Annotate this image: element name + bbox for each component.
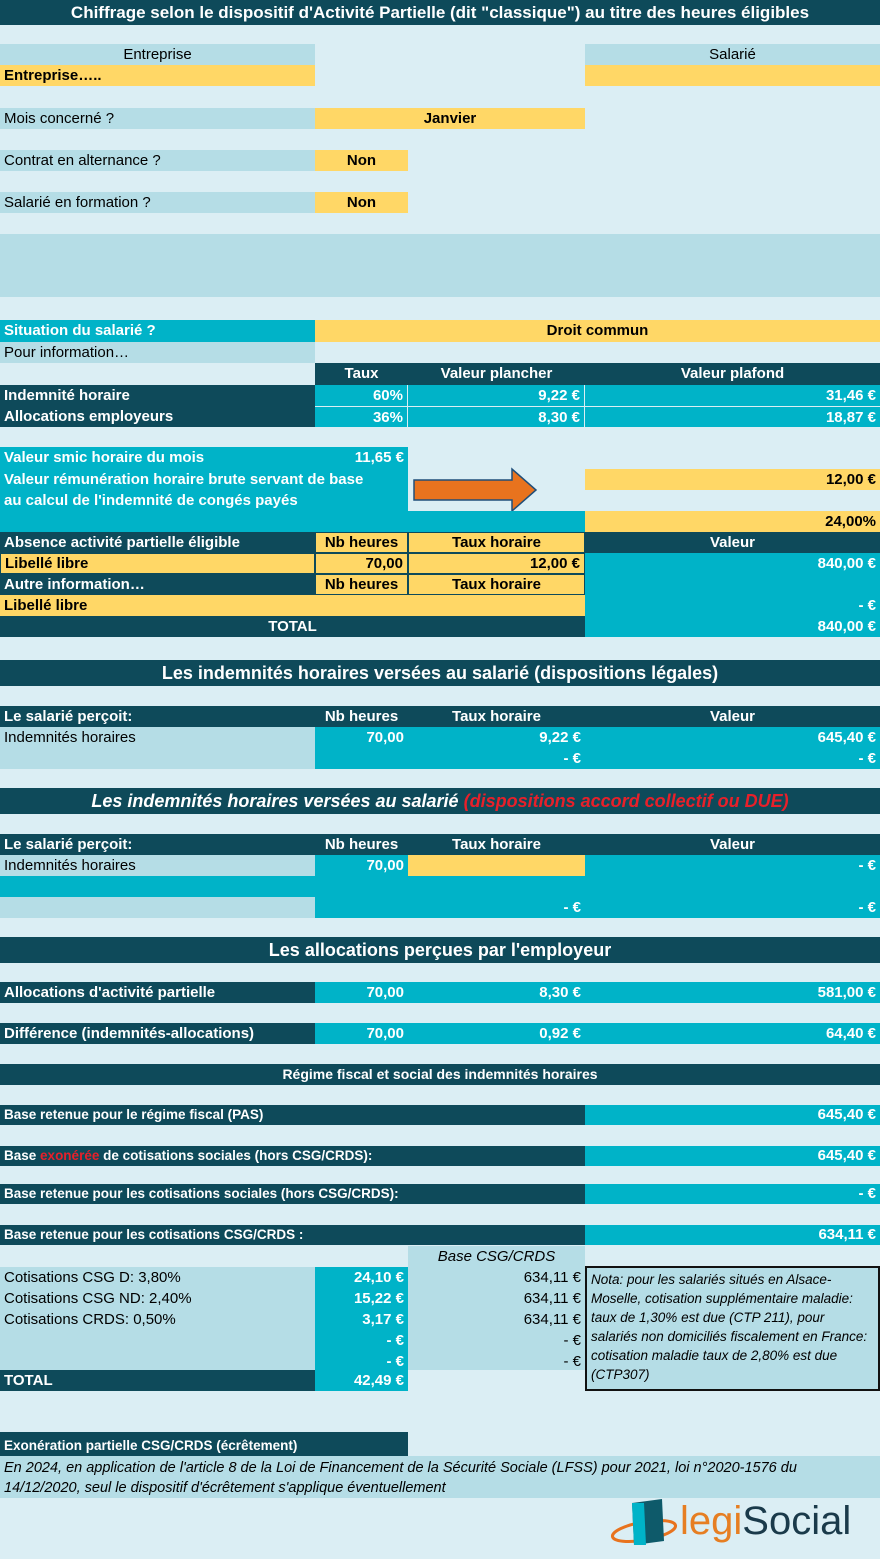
situation-select[interactable]: Droit commun — [315, 320, 880, 342]
pour-info-label: Pour information… — [0, 342, 315, 363]
legal-row-nb: 70,00 — [315, 727, 408, 748]
absence-row-taux[interactable]: 12,00 € — [408, 553, 585, 574]
legal-col-taux: Taux horaire — [408, 706, 585, 727]
indemnite-horaire-label: Indemnité horaire — [0, 385, 315, 406]
absence-total-label: TOTAL — [0, 616, 585, 637]
alternance-select[interactable]: Non — [315, 150, 408, 171]
smic-label: Valeur smic horaire du mois — [4, 449, 205, 466]
remun-label-2: au calcul de l'indemnité de congés payés — [4, 492, 298, 509]
entreprise-input[interactable]: Entreprise….. — [0, 65, 315, 86]
legal-row2-taux: - € — [408, 748, 585, 769]
alloc-valeur: 581,00 € — [585, 982, 880, 1003]
pas-value: 645,40 € — [585, 1105, 880, 1125]
mois-input[interactable]: Janvier — [315, 108, 585, 129]
legal-row2-nb — [315, 748, 408, 769]
absence-col-nb: Nb heures — [315, 532, 408, 553]
autre-col-nb: Nb heures — [315, 574, 408, 595]
legal-row2-valeur: - € — [585, 748, 880, 769]
indemnite-plancher: 9,22 € — [408, 385, 585, 406]
alternance-label: Contrat en alternance ? — [0, 150, 315, 171]
legal-col-label: Le salarié perçoit: — [0, 706, 315, 727]
exo-label-red: exonérée — [40, 1148, 100, 1163]
indemnite-plafond: 31,46 € — [585, 385, 880, 406]
accord-col-nb: Nb heures — [315, 834, 408, 855]
legal-col-nb: Nb heures — [315, 706, 408, 727]
entreprise-header: Entreprise — [0, 44, 315, 65]
remun-value[interactable]: 12,00 € — [585, 469, 880, 490]
logo-social: Social — [742, 1499, 852, 1543]
csg-row-montant-3: - € — [386, 1332, 404, 1349]
absence-col-taux: Taux horaire — [408, 532, 585, 553]
situation-label: Situation du salarié ? — [0, 320, 315, 342]
logo-legi: legi — [680, 1499, 743, 1543]
formation-select[interactable]: Non — [315, 192, 408, 213]
formation-label: Salarié en formation ? — [0, 192, 315, 213]
crds-row-montant: 3,17 € — [362, 1311, 404, 1328]
accord-col-taux: Taux horaire — [408, 834, 585, 855]
csg-total-label: TOTAL — [0, 1370, 315, 1391]
pas-label: Base retenue pour le régime fiscal (PAS) — [0, 1105, 585, 1125]
absence-row-nb[interactable]: 70,00 — [315, 553, 408, 574]
csg-row-montant-0: 24,10 € — [353, 1269, 404, 1286]
smic-value: 11,65 € — [354, 449, 404, 466]
crds-row-label: Cotisations CRDS: 0,50% — [4, 1311, 176, 1328]
csg-row-base-1: 634,11 € — [523, 1290, 581, 1307]
exoneration-text: En 2024, en application de l'article 8 de la Loi de Financement de la Sécurité Sociale (LFSS) pour 2021, loi n°2020-1576 du 14/12/2020, seul le dispositif d'écrêtement s'applique éventuellement — [0, 1456, 880, 1498]
accord-title-main: Les indemnités horaires versées au salarié — [91, 791, 459, 811]
allocations-plancher: 8,30 € — [408, 406, 585, 427]
salarie-input[interactable] — [585, 65, 880, 86]
accord-row3-label — [0, 897, 315, 918]
absence-total-value: 840,00 € — [585, 616, 880, 637]
alloc-nb: 70,00 — [315, 982, 408, 1003]
absence-label: Absence activité partielle éligible — [0, 532, 315, 553]
autre-label: Autre information… — [0, 574, 315, 595]
accord-col-valeur: Valeur — [585, 834, 880, 855]
accord-row-valeur: - € — [585, 855, 880, 876]
cot-label: Base retenue pour les cotisations sociales (hors CSG/CRDS): — [0, 1184, 585, 1204]
remun-label-1: Valeur rémunération horaire brute servant de base — [4, 471, 364, 488]
nota-box: Nota: pour les salariés situés en Alsace-Moselle, cotisation supplémentaire maladie: taux de 1,30% est due (CTP 211), pour salariés non domiciliés fiscalement en France: cotisation maladie taux de 2,80% est due (CTP307) — [585, 1266, 880, 1391]
page-title: Chiffrage selon le dispositif d'Activité Partielle (dit "classique") au titre des heures éligibles — [0, 0, 880, 25]
accord-row3-nb — [315, 897, 408, 918]
accord-title-red: (dispositions accord collectif ou DUE) — [463, 791, 789, 811]
autre-valeur-cell — [585, 574, 880, 595]
pct-value: 24,00% — [585, 511, 880, 532]
diff-taux: 0,92 € — [408, 1023, 585, 1044]
diff-nb: 70,00 — [315, 1023, 408, 1044]
allocations-title: Les allocations perçues par l'employeur — [0, 937, 880, 963]
csg-row-label-0: Cotisations CSG D: 3,80% — [4, 1269, 181, 1286]
csg-row-label-1: Cotisations CSG ND: 2,40% — [4, 1290, 192, 1307]
diff-valeur: 64,40 € — [585, 1023, 880, 1044]
pct-bar — [0, 511, 585, 532]
allocations-employeurs-label: Allocations employeurs — [0, 406, 315, 427]
accord-col-label: Le salarié perçoit: — [0, 834, 315, 855]
accord-row3-valeur: - € — [585, 897, 880, 918]
legisocial-logo — [610, 1497, 875, 1553]
accord-row2 — [0, 876, 880, 897]
arrow-right-icon — [412, 467, 538, 513]
allocations-plafond: 18,87 € — [585, 406, 880, 427]
csg-row-base-3: - € — [563, 1332, 581, 1349]
csg-row-montant-1: 15,22 € — [353, 1290, 404, 1307]
csg-value: 634,11 € — [585, 1225, 880, 1245]
legal-row-label: Indemnités horaires — [0, 727, 315, 769]
diff-label: Différence (indemnités-allocations) — [0, 1023, 315, 1044]
absence-row2-valeur: - € — [585, 595, 880, 616]
autre-col-taux: Taux horaire — [408, 574, 585, 595]
legal-col-valeur: Valeur — [585, 706, 880, 727]
exoneration-label: Exonération partielle CSG/CRDS (écrêtement) — [0, 1432, 408, 1456]
accord-row3-taux: - € — [408, 897, 585, 918]
legal-row-taux: 9,22 € — [408, 727, 585, 748]
accord-row-taux-input[interactable] — [408, 855, 585, 876]
alloc-label: Allocations d'activité partielle — [0, 982, 315, 1003]
absence-row-valeur: 840,00 € — [585, 553, 880, 574]
exo-label-1: Base — [4, 1148, 37, 1163]
regime-title: Régime fiscal et social des indemnités horaires — [0, 1064, 880, 1085]
exo-value: 645,40 € — [585, 1146, 880, 1166]
col-plancher-header: Valeur plancher — [408, 363, 585, 385]
base-csg-header: Base CSG/CRDS — [408, 1246, 585, 1267]
csg-row-base-0: 634,11 € — [523, 1269, 581, 1286]
accord-title — [0, 788, 880, 814]
blank-band — [0, 234, 880, 297]
csg-label: Base retenue pour les cotisations CSG/CRDS : — [0, 1225, 585, 1245]
crds-row-base: 634,11 € — [523, 1311, 581, 1328]
accord-row-label: Indemnités horaires — [0, 855, 315, 876]
exo-label — [0, 1146, 585, 1166]
csg-total-value: 42,49 € — [353, 1372, 404, 1389]
mois-label: Mois concerné ? — [0, 108, 315, 129]
legal-title: Les indemnités horaires versées au salarié (dispositions légales) — [0, 660, 880, 686]
col-taux-header: Taux — [315, 363, 408, 385]
legal-row-valeur: 645,40 € — [585, 727, 880, 748]
cot-value: - € — [585, 1184, 880, 1204]
logo-mark-icon — [610, 1497, 680, 1553]
absence-row2-label[interactable]: Libellé libre — [0, 595, 585, 616]
exo-label-2: de cotisations sociales (hors CSG/CRDS): — [103, 1148, 373, 1163]
accord-row-nb: 70,00 — [315, 855, 408, 876]
logo-text — [680, 1499, 851, 1544]
indemnite-taux: 60% — [315, 385, 408, 406]
allocations-taux: 36% — [315, 406, 408, 427]
salarie-header: Salarié — [585, 44, 880, 65]
alloc-taux: 8,30 € — [408, 982, 585, 1003]
csg-row-montant-4: - € — [386, 1353, 404, 1370]
absence-row-label[interactable]: Libellé libre — [0, 553, 315, 574]
absence-col-valeur: Valeur — [585, 532, 880, 553]
col-plafond-header: Valeur plafond — [585, 363, 880, 385]
csg-row-base-4: - € — [563, 1353, 581, 1370]
